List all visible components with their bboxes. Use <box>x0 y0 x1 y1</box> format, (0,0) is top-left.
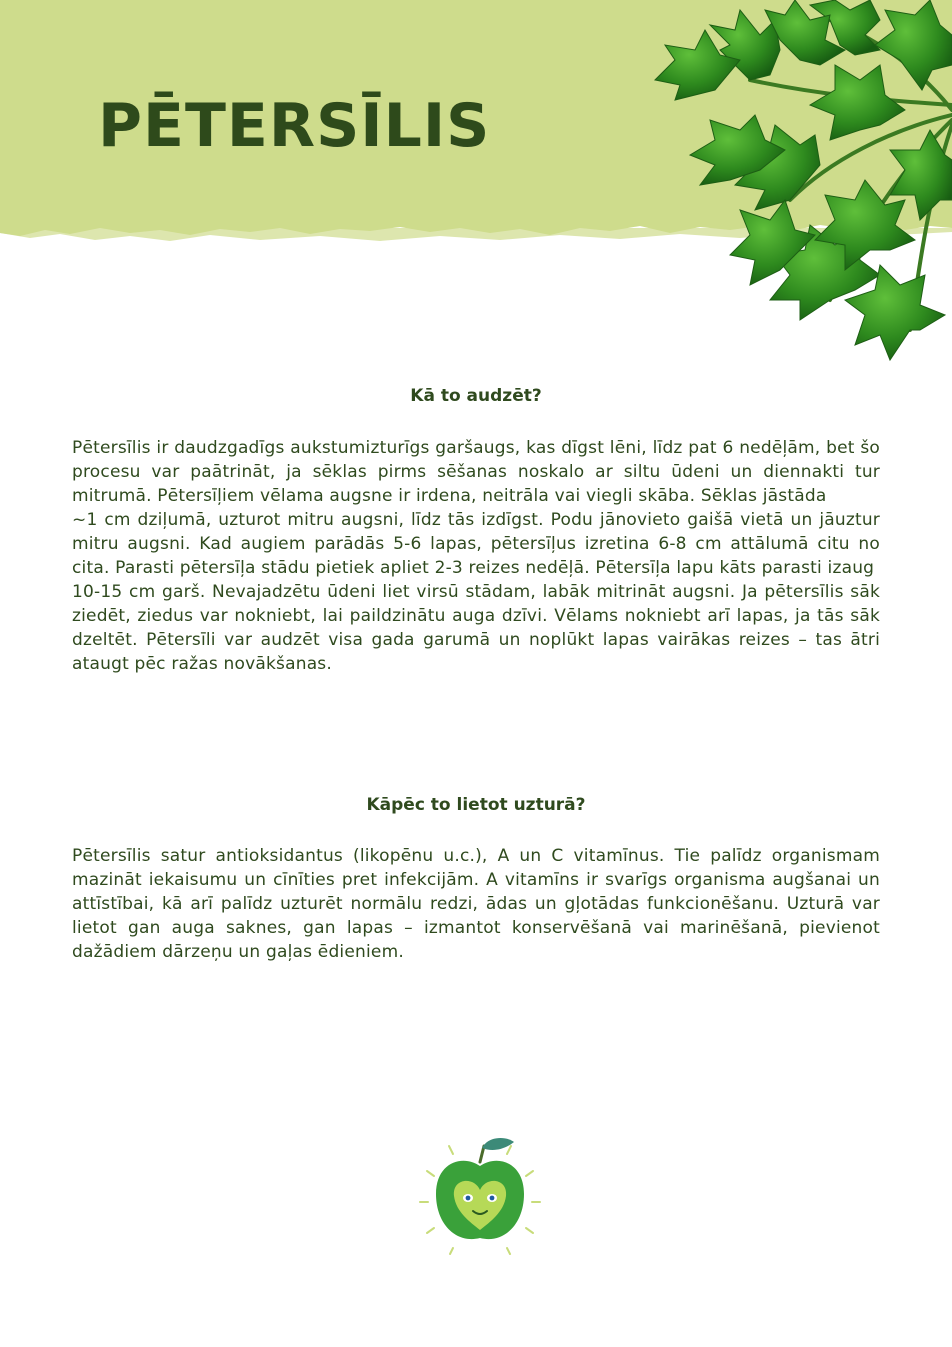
grow-paragraph-2: ~1 cm dziļumā, uzturot mitru augsni, līdz tās izdīgst. Podu jānovieto gaišā vietā un jāuztur mitru augsni. Kad augiem parādās 5-6 lapas, pētersīļus izretina 6-8 cm attālumā citu no cita. Parasti pētersīļa stādu pietiek apliet 2-3 reizes nedēļā. Pētersīļa lapu kāts parasti izaug <box>72 510 880 578</box>
use-paragraphs <box>72 844 880 964</box>
grow-paragraphs <box>72 436 880 676</box>
use-paragraph-1: Pētersīlis satur antioksidantus (likopēnu u.c.), A un C vitamīnus. Tie palīdz organismam mazināt iekaisumu un cīnīties pret infekcijām. A vitamīns ir svarīgs organisma augšanai un attīstībai, kā arī palīdz uzturēt normālu redzi, ādas un gļotādas funkcionēšanu. Uzturā var lietot gan auga saknes, gan lapas – izmantot konservēšanā vai marinēšanā, pievienot dažādiem dārzeņu un gaļas ēdieniem. <box>72 846 880 962</box>
grow-paragraph-1: Pētersīlis ir daudzgadīgs aukstumizturīgs garšaugs, kas dīgst lēni, līdz pat 6 nedēļām, bet šo procesu var paātrināt, ja sēklas pirms sēšanas noskalo ar siltu ūdeni un diennakti tur mitrumā. Pētersīļiem vēlama augsne ir irdena, neitrāla vai viegli skāba. Sēklas jāstāda <box>72 438 880 506</box>
page-title: PĒTERSĪLIS <box>98 91 491 161</box>
section-heading-grow: Kā to audzēt? <box>410 386 542 406</box>
section-heading-use: Kāpēc to lietot uzturā? <box>366 795 586 815</box>
smiling-apple-logo-icon <box>418 1132 542 1256</box>
parsley-leaves-icon <box>500 0 952 380</box>
grow-paragraph-3: 10-15 cm garš. Nevajadzētu ūdeni liet virsū stādam, labāk mitrināt augsni. Ja pētersīlis sāk ziedēt, ziedus var nokniebt, lai paildzinātu auga dzīvi. Vēlams nokniebt arī lapas, ja tās sāk dzeltēt. Pētersīli var audzēt visa gada garumā un noplūkt lapas vairākas reizes – tas ātri ataugt pēc ražas novākšanas. <box>72 582 880 674</box>
